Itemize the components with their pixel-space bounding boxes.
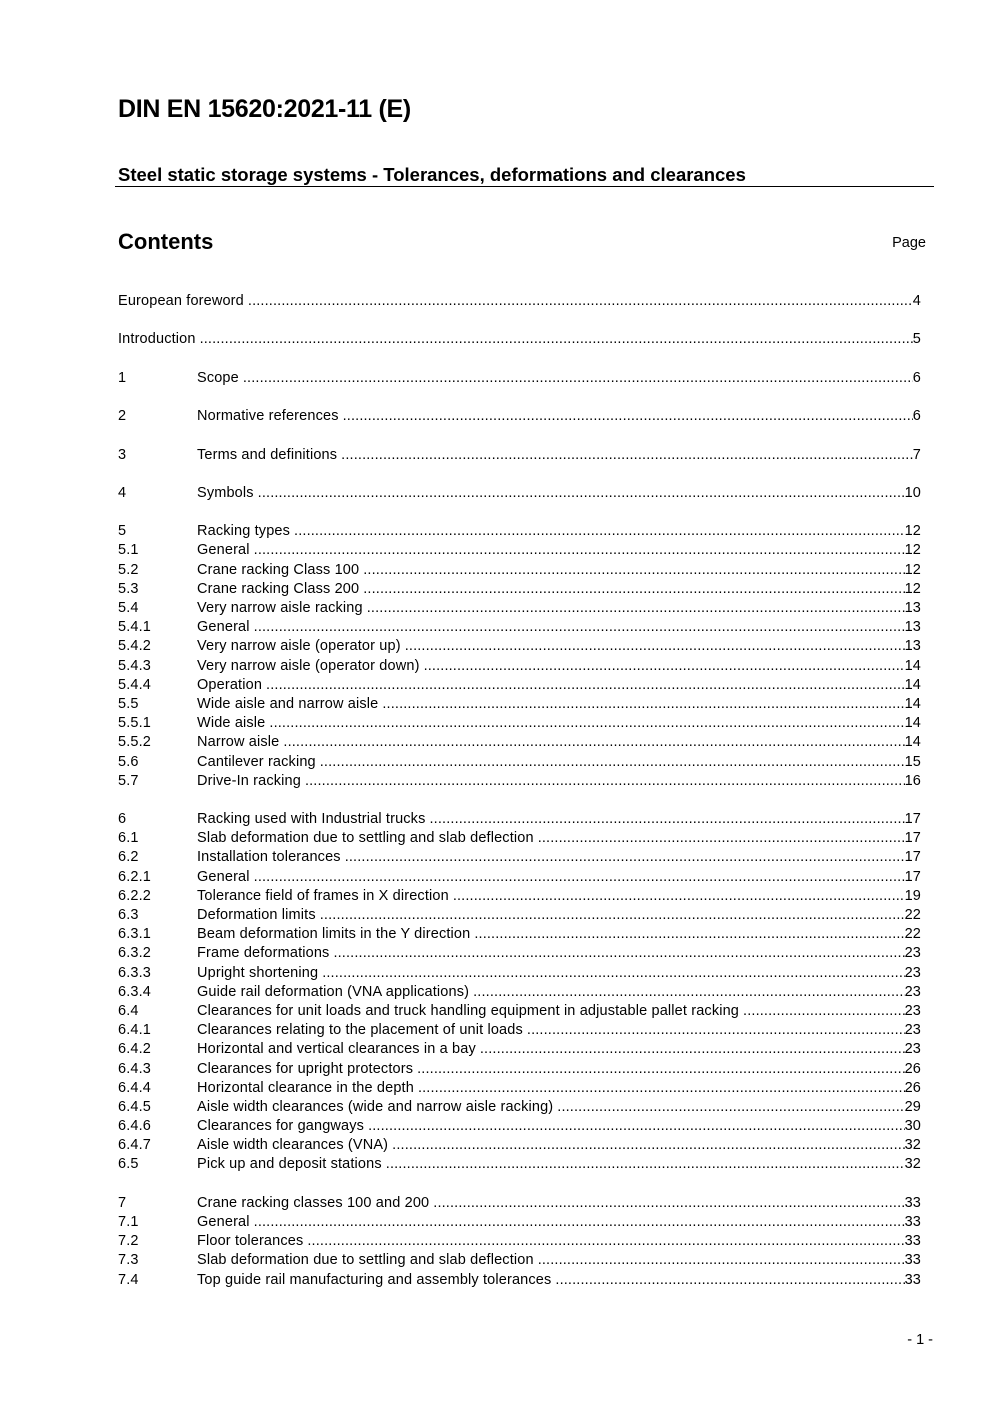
- toc-entry-page: 33: [904, 1271, 921, 1288]
- toc-dot-leader: [243, 369, 913, 388]
- toc-entry-number: 7: [118, 1194, 127, 1211]
- toc-dot-leader: [363, 580, 904, 599]
- toc-entry-number: 6.4.7: [118, 1137, 151, 1154]
- toc-dot-leader: [307, 1232, 904, 1251]
- toc-entry[interactable]: [118, 829, 921, 848]
- toc-dot-leader: [305, 772, 905, 791]
- toc-entry-page: 16: [904, 772, 921, 789]
- toc-entry-title: Cantilever racking: [197, 753, 316, 770]
- toc-entry[interactable]: [118, 1060, 921, 1079]
- toc-dot-leader: [367, 599, 905, 618]
- toc-dot-leader: [248, 292, 913, 311]
- toc-entry-page: 10: [904, 484, 921, 501]
- toc-entry-page: 19: [904, 887, 921, 904]
- toc-entry-number: 6.3.1: [118, 926, 151, 943]
- toc-entry-page: 33: [904, 1194, 921, 1211]
- toc-entry-number: 5.2: [118, 561, 139, 578]
- toc-dot-leader: [474, 925, 904, 944]
- toc-entry-title: Normative references: [197, 408, 339, 425]
- toc-entry-number: 6.3.4: [118, 983, 151, 1000]
- toc-entry[interactable]: [118, 1117, 921, 1136]
- toc-entry-page: 22: [904, 926, 921, 943]
- toc-entry-title: Narrow aisle: [197, 734, 280, 751]
- toc-entry-page: 23: [904, 1041, 921, 1058]
- toc-entry-page: 15: [904, 753, 921, 770]
- toc-dot-leader: [417, 1060, 904, 1079]
- toc-entry-title: Very narrow aisle (operator down): [197, 657, 420, 674]
- toc-dot-leader: [538, 1251, 905, 1270]
- toc-dot-leader: [405, 637, 905, 656]
- toc-entry-title: Slab deformation due to settling and slab deflection: [197, 1252, 534, 1269]
- toc-entry-page: 4: [912, 293, 921, 309]
- toc-entry[interactable]: [118, 925, 921, 944]
- toc-entry-page: 23: [904, 983, 921, 1000]
- toc-entry[interactable]: [118, 848, 921, 867]
- toc-entry[interactable]: [118, 1213, 921, 1232]
- toc-entry[interactable]: [118, 753, 921, 772]
- toc-entry-page: 33: [904, 1233, 921, 1250]
- toc-dot-leader: [386, 1155, 905, 1174]
- toc-entry-page: 22: [904, 907, 921, 923]
- toc-entry[interactable]: [118, 599, 921, 618]
- toc-entry-title: Drive-In racking: [197, 772, 301, 789]
- document-id: DIN EN 15620:2021-11 (E): [118, 95, 411, 123]
- contents-heading: Contents: [118, 229, 214, 254]
- toc-entry-title: Upright shortening: [197, 964, 319, 981]
- toc-entry[interactable]: [118, 1194, 921, 1213]
- toc-entry-number: 4: [118, 484, 127, 501]
- toc-entry-page: 23: [904, 945, 921, 962]
- toc-entry[interactable]: [118, 522, 921, 541]
- toc-entry[interactable]: [118, 618, 921, 637]
- toc-entry-number: 6: [118, 811, 127, 828]
- toc-dot-leader: [258, 484, 905, 503]
- toc-entry-page: 23: [904, 964, 921, 981]
- toc-dot-leader: [200, 330, 913, 349]
- toc-entry-title: Pick up and deposit stations: [197, 1156, 382, 1173]
- toc-entry-page: 30: [904, 1118, 921, 1135]
- toc-entry-title: Scope: [197, 369, 239, 386]
- toc-entry[interactable]: [118, 484, 921, 503]
- toc-entry-number: 5.5: [118, 695, 139, 712]
- toc-entry-title: Racking used with Industrial trucks: [197, 811, 426, 828]
- toc-entry-title: Slab deformation due to settling and slab deflection: [197, 830, 534, 847]
- toc-entry[interactable]: [118, 887, 921, 906]
- toc-entry[interactable]: [118, 541, 921, 560]
- toc-dot-leader: [557, 1098, 904, 1117]
- toc-dot-leader: [333, 944, 904, 963]
- toc-entry-page: 17: [904, 868, 921, 885]
- toc-entry-title: Beam deformation limits in the Y direction: [197, 926, 471, 943]
- toc-entry-page: 12: [904, 523, 921, 540]
- toc-dot-leader: [480, 1040, 905, 1059]
- toc-entry-number: 3: [118, 446, 127, 463]
- toc-entry-title: General: [197, 1214, 250, 1230]
- toc-dot-leader: [343, 407, 913, 426]
- toc-entry-page: 12: [904, 580, 921, 597]
- toc-entry-title: Wide aisle and narrow aisle: [197, 695, 379, 712]
- toc-entry-number: 6.4.3: [118, 1060, 151, 1077]
- toc-dot-leader: [382, 695, 904, 714]
- toc-dot-leader: [430, 810, 905, 829]
- toc-entry[interactable]: [118, 944, 921, 963]
- toc-entry-number: 6.4.2: [118, 1041, 151, 1058]
- toc-entry-page: 7: [912, 446, 921, 463]
- toc-entry-title: Clearances for gangways: [197, 1118, 365, 1135]
- toc-entry[interactable]: [118, 1079, 921, 1098]
- toc-dot-leader: [341, 446, 913, 465]
- toc-entry[interactable]: [118, 580, 921, 599]
- toc-entry[interactable]: [118, 733, 921, 752]
- toc-entry-number: 1: [118, 369, 127, 386]
- toc-entry-page: 6: [912, 369, 921, 386]
- toc-entry[interactable]: [118, 964, 921, 983]
- toc-entry[interactable]: [118, 446, 921, 465]
- toc-dot-leader: [322, 964, 904, 983]
- toc-entry-number: 6.4.1: [118, 1022, 151, 1039]
- toc-entry[interactable]: [118, 714, 921, 733]
- toc-entry[interactable]: [118, 983, 921, 1002]
- toc-entry-title: Racking types: [197, 523, 291, 540]
- toc-entry-number: 6.5: [118, 1156, 139, 1173]
- toc-entry-title: General: [197, 542, 250, 559]
- toc-entry[interactable]: [118, 772, 921, 791]
- toc-entry-title: Clearances relating to the placement of unit loads: [197, 1022, 523, 1039]
- toc-entry-number: 5: [118, 523, 127, 540]
- toc-entry[interactable]: [118, 657, 921, 676]
- toc-dot-leader: [254, 541, 905, 560]
- toc-entry-title: Terms and definitions: [197, 446, 338, 463]
- toc-dot-leader: [254, 618, 905, 637]
- toc-entry-title: Wide aisle: [197, 715, 266, 732]
- toc-entry-title: Aisle width clearances (VNA): [197, 1137, 389, 1154]
- toc-entry-number: 6.4: [118, 1002, 139, 1019]
- toc-entry[interactable]: [118, 1002, 921, 1021]
- toc-entry[interactable]: [118, 810, 921, 829]
- toc-entry-number: 5.7: [118, 772, 139, 789]
- page-column-label: Page: [892, 235, 926, 251]
- toc-entry-title: Very narrow aisle (operator up): [197, 638, 401, 655]
- toc-entry-title: Clearances for upright protectors: [197, 1060, 414, 1077]
- toc-dot-leader: [345, 848, 905, 867]
- toc-entry-page: 14: [904, 657, 921, 674]
- toc-entry-page: 23: [904, 1022, 921, 1039]
- toc-entry-page: 14: [904, 695, 921, 712]
- toc-entry-page: 17: [904, 849, 921, 866]
- toc-entry-page: 13: [904, 600, 921, 616]
- toc-dot-leader: [283, 733, 904, 752]
- toc-entry-title: Installation tolerances: [197, 849, 341, 866]
- toc-dot-leader: [527, 1021, 905, 1040]
- toc-entry-title: Guide rail deformation (VNA applications): [197, 983, 470, 1000]
- toc-entry[interactable]: [118, 1271, 921, 1290]
- table-of-contents: [118, 292, 921, 1290]
- toc-entry-number: 5.4.2: [118, 638, 151, 655]
- toc-entry-title: Crane racking Class 100: [197, 561, 360, 578]
- toc-entry[interactable]: [118, 1155, 921, 1174]
- toc-entry-page: 14: [904, 676, 921, 693]
- toc-entry-number: 2: [118, 408, 127, 425]
- toc-entry-title: Frame deformations: [197, 945, 330, 962]
- toc-entry[interactable]: [118, 292, 921, 311]
- toc-entry-number: 5.3: [118, 580, 139, 597]
- toc-entry-title: Horizontal clearance in the depth: [197, 1079, 414, 1096]
- toc-entry-number: 7.2: [118, 1233, 139, 1250]
- toc-entry[interactable]: [118, 676, 921, 695]
- toc-entry[interactable]: [118, 695, 921, 714]
- toc-entry[interactable]: [118, 407, 921, 426]
- toc-entry-title: Clearances for unit loads and truck handling equipment in adjustable pallet racking: [197, 1002, 740, 1019]
- toc-dot-leader: [254, 1213, 905, 1232]
- toc-entry-title: Crane racking Class 200: [197, 580, 360, 597]
- document-title: Steel static storage systems - Tolerances, deformations and clearances: [118, 164, 746, 185]
- toc-entry-number: 6.4.4: [118, 1079, 151, 1096]
- toc-entry-page: 13: [904, 638, 921, 655]
- toc-entry[interactable]: [118, 1232, 921, 1251]
- toc-dot-leader: [743, 1002, 905, 1021]
- toc-entry-title: General: [197, 868, 250, 885]
- toc-dot-leader: [418, 1079, 905, 1098]
- toc-entry-page: 14: [904, 715, 921, 732]
- toc-entry-page: 14: [904, 734, 921, 751]
- toc-dot-leader: [266, 676, 905, 695]
- toc-entry[interactable]: [118, 369, 921, 388]
- toc-entry-number: 6.2: [118, 849, 139, 866]
- toc-entry-number: 5.5.1: [118, 715, 151, 732]
- toc-entry-page: 33: [904, 1214, 921, 1230]
- toc-entry-page: 26: [904, 1079, 921, 1096]
- toc-entry[interactable]: [118, 637, 921, 656]
- toc-entry[interactable]: [118, 1136, 921, 1155]
- toc-entry-page: 12: [904, 542, 921, 559]
- toc-dot-leader: [392, 1136, 904, 1155]
- toc-dot-leader: [473, 983, 904, 1002]
- toc-entry-title: Aisle width clearances (wide and narrow aisle racking): [197, 1098, 554, 1115]
- toc-dot-leader: [555, 1271, 904, 1290]
- toc-entry-page: 23: [904, 1002, 921, 1019]
- toc-dot-leader: [368, 1117, 904, 1136]
- toc-entry[interactable]: [118, 868, 921, 887]
- toc-dot-leader: [320, 753, 905, 772]
- toc-entry-title: Operation: [197, 676, 263, 693]
- toc-entry-number: 6.3.3: [118, 964, 151, 981]
- toc-entry-title: General: [197, 619, 250, 636]
- toc-dot-leader: [453, 887, 905, 906]
- toc-entry-number: 6.2.1: [118, 868, 151, 885]
- toc-entry-number: 6.4.5: [118, 1098, 151, 1115]
- toc-dot-leader: [363, 561, 904, 580]
- toc-entry-title: Top guide rail manufacturing and assembly tolerances: [197, 1271, 552, 1288]
- toc-entry-number: 5.4.1: [118, 619, 151, 636]
- toc-dot-leader: [424, 657, 905, 676]
- toc-entry-page: 32: [904, 1137, 921, 1154]
- toc-entry-number: 5.5.2: [118, 734, 151, 751]
- toc-entry[interactable]: [118, 1040, 921, 1059]
- toc-entry-title: Very narrow aisle racking: [197, 600, 363, 616]
- toc-entry-number: 7.1: [118, 1214, 139, 1230]
- toc-entry[interactable]: [118, 1251, 921, 1270]
- toc-entry-number: 6.3: [118, 907, 139, 923]
- toc-entry-number: 5.4: [118, 600, 139, 616]
- toc-entry-page: 29: [904, 1098, 921, 1115]
- toc-entry[interactable]: [118, 1021, 921, 1040]
- toc-entry-page: 17: [904, 830, 921, 847]
- toc-entry-page: 26: [904, 1060, 921, 1077]
- toc-entry-number: 5.6: [118, 753, 139, 770]
- toc-entry-title: Symbols: [197, 484, 254, 501]
- toc-entry-title: Horizontal and vertical clearances in a bay: [197, 1041, 476, 1058]
- toc-entry-number: 5.4.4: [118, 676, 151, 693]
- toc-entry-title: European foreword: [118, 293, 244, 309]
- toc-dot-leader: [538, 829, 905, 848]
- toc-dot-leader: [294, 522, 905, 541]
- toc-entry-page: 33: [904, 1252, 921, 1269]
- toc-entry-title: Introduction: [118, 331, 196, 348]
- toc-entry-number: 7.3: [118, 1252, 139, 1269]
- toc-entry[interactable]: [118, 906, 921, 925]
- title-underline: [115, 186, 934, 187]
- toc-entry[interactable]: [118, 330, 921, 349]
- page-number: - 1 -: [907, 1332, 933, 1348]
- toc-entry-page: 12: [904, 561, 921, 578]
- toc-dot-leader: [320, 906, 905, 925]
- toc-entry-number: 6.4.6: [118, 1118, 151, 1135]
- toc-entry-page: 17: [904, 811, 921, 828]
- toc-entry-number: 7.4: [118, 1271, 139, 1288]
- toc-entry-title: Floor tolerances: [197, 1233, 304, 1250]
- toc-entry-page: 6: [912, 408, 921, 425]
- toc-entry[interactable]: [118, 1098, 921, 1117]
- toc-entry-number: 6.1: [118, 830, 139, 847]
- toc-entry-page: 32: [904, 1156, 921, 1173]
- toc-entry-page: 13: [904, 619, 921, 636]
- toc-dot-leader: [433, 1194, 904, 1213]
- toc-entry[interactable]: [118, 561, 921, 580]
- toc-entry-title: Tolerance field of frames in X direction: [197, 887, 449, 904]
- toc-entry-title: Crane racking classes 100 and 200: [197, 1194, 430, 1211]
- toc-entry-number: 6.2.2: [118, 887, 151, 904]
- toc-entry-title: Deformation limits: [197, 907, 316, 923]
- toc-entry-number: 5.4.3: [118, 657, 151, 674]
- toc-dot-leader: [254, 868, 905, 887]
- toc-dot-leader: [269, 714, 904, 733]
- toc-entry-page: 5: [912, 331, 921, 348]
- toc-entry-number: 5.1: [118, 542, 139, 559]
- toc-entry-number: 6.3.2: [118, 945, 151, 962]
